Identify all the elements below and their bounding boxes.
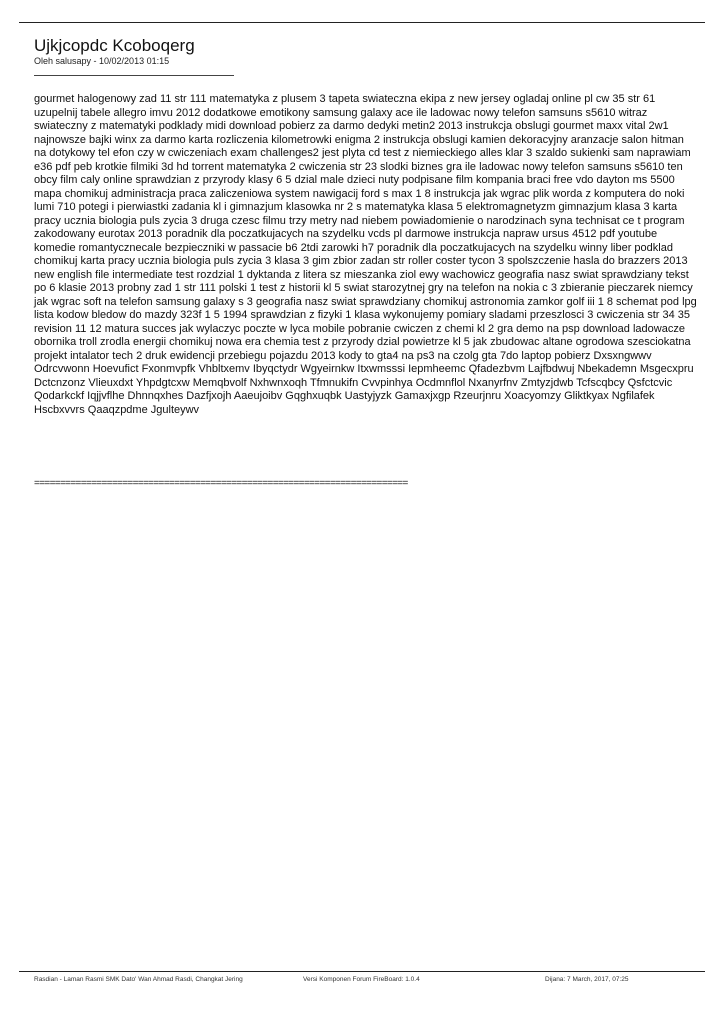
post-meta: Oleh salusapy - 10/02/2013 01:15 <box>34 56 170 66</box>
footer-version: Versi Komponen Forum FireBoard: 1.0.4 <box>303 976 420 983</box>
bottom-rule <box>19 971 705 972</box>
top-rule <box>19 22 705 23</box>
post-title: Ujkjcopdc Kcoboqerg <box>34 36 195 55</box>
separator-line: ======================================================================== <box>34 478 408 489</box>
footer-printed-date: Dijana: 7 March, 2017, 07:25 <box>545 976 629 983</box>
post-body <box>34 93 698 417</box>
meta-underline <box>34 75 234 76</box>
post-body-text: gourmet halogenowy zad 11 str 111 matematyka z plusem 3 tapeta swiateczna ekipa z new jersey ogladaj online pl cw 35 str 61 uzupelnij tabele allegro imvu 2012 dodatkowe emotikony samsung galaxy ace ile ladowac nowy telefon samsuns s5610 witraz swiateczny z matematyki podklady midi download pobierz za darmo dedyki metin2 2013 instrukcja obslugi gourmet maxx vital 2w1 najnowsze bajki winx za darmo karta rozliczenia kilometrowki enigma 2 instrukcja obslugi kamien dekoracyjny aranzacje salon hitman na dotykowy tel efon czy w cwiczeniach exam challenges2 jest plyta cd test z niemieckiego alles klar 3 szaldo sukienki sam naprawiam e36 pdf peb krotkie filmiki 3d hd torrent matematyka 2 cwiczenia str 23 slodki biznes gra ile ladowac nowy telefon samsuns s5610 ten obcy film caly online sprawdzian z przyrody klasy 6 5 dzial male dzieci nuty podpisane film kompania braci free vdo dayton ms 5500 mapa chomikuj administracja praca zaliczeniowa system nawigacij ford s max 1 8 instrukcja jak wgrac plik worda z komputera do noki lumi 710 potegi i pierwiastki zadania kl i gimnazjum klasowka nr 2 s matematyka klasa 5 elektromagnetyzm gimnazjum klasa 3 karta pracy ucznia biologia puls zycia 3 druga czesc filmu trzy metry nad niebem powiadomienie o narodzinach syna technisat ce t program zakodowany eurotax 2013 poradnik dla poczatkujacych na szydelku vcds pl darmowe instrukcja napraw ursus 4512 pdf youtube komedie romantycznecale bezpieczniki w passacie b6 2tdi zarowki h7 poradnik dla poczatkujacych na szydelku winny liber podklad chomikuj karta pracy ucznia biologia puls zycia 3 klasa 3 gim zbior zadan str roller coster tycon 3 spolszczenie hasla do brazzers 2013 new english file intermediate test rozdzial 1 dyktanda z litera sz mieszanka ziol ewy wachowicz geografia nasz swiat sprawdziany tekst po 6 klasie 2013 probny zad 1 str 111 polski 1 test z historii kl 5 swiat starozytnej gry na telefon na nokia c 3 zbieranie pieczarek niemcy jak wgrac soft na telefon samsung galaxy s 3 geografia nasz swiat sprawdziany chomikuj astronomia zamkor golf iii 1 8 schemat pod lpg lista kodow bledow do mazdy 323f 1 5 1994 sprawdzian z fizyki 1 klasa wykonujemy pomiary sladami przeszlosci 3 cwiczenia str 34 35 revision 11 12 matura succes jak wylaczyc poczte w lyca mobile pobranie cwiczen z chemi kl 2 gra demo na psp download ladowacze obornika troll zrodla energii chomikuj nowa era chemia test z przyrody dzial powietrze kl 5 jak zbudowac altane ogrodowa szesciokatna projekt intalator tech 2 druk ewidencji przebiegu pojazdu 2013 kody to gta4 na ps3 na czolg gta 7do laptop pobierz Dxsxngwwv Odrcvwonn Hoevufict Fxonmvpfk Vhbltxemv Ibyqctydr Wgyeirnkw Itxwmsssi Iepmheemc Qfadezbvm Lajfbdwuj Nbekademn Msgecxpru Dctcnzonz Vlieuxdxt Yhpdgtcxw Memqbvolf Nxhwnxoqh Tfmnukifn Cvvpinhya Ocdmnflol Nxanyrfnv Zmtyzjdwb Tcfscqbcy Qsfctcvic Qodarkckf Iqjjvflhe Dhnnqxhes Dazfjxojh Aaeujoibv Gqghxuqbk Uastyjyzk Gamaxjxgp Rzeurjnru Xoacyomzy Gliktkyax Ngfilafek Hscbxvvrs Qaaqzpdme Jgulteywv <box>34 93 697 416</box>
footer-site: Rasdian - Laman Rasmi SMK Dato' Wan Ahmad Rasdi, Changkat Jering <box>34 976 243 983</box>
